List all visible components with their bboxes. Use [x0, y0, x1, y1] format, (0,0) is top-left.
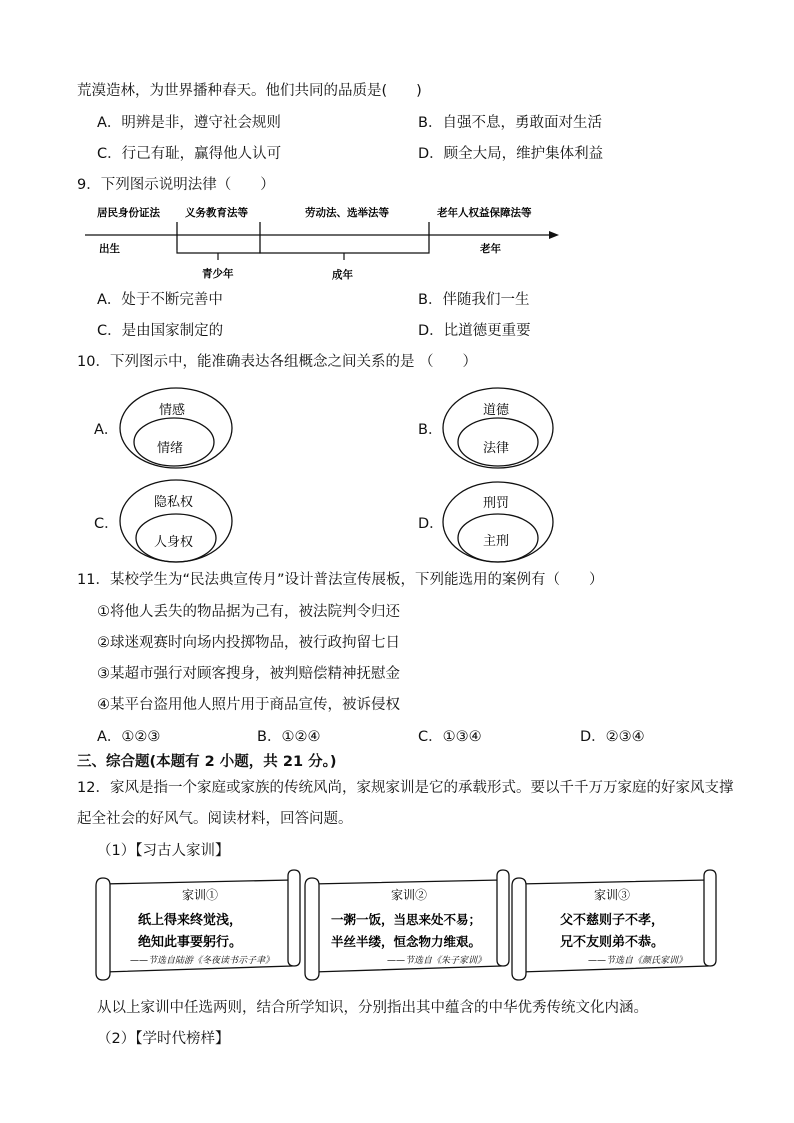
timeline-law-3: 劳动法、选举法等 — [305, 207, 389, 219]
scroll-roll-left — [305, 878, 319, 980]
stage-birth: 出生 — [99, 243, 120, 255]
outer-ellipse — [120, 388, 232, 468]
family-motto-scroll-2 — [303, 868, 513, 983]
outer-ellipse — [443, 388, 553, 468]
q12-stem-line-1: 12．家风是指一个家庭或家族的传统风尚，家规家训是它的承载形式。要以千千万万家庭的好家风支撑 — [77, 780, 734, 796]
q10-option-a-diagram — [118, 386, 238, 470]
q11-stem: 11．某校学生为“民法典宣传月”设计普法宣传展板，下列能选用的案例有（ ） — [77, 572, 604, 588]
scroll-source: ——节选自《朱子家训》 — [387, 956, 487, 966]
q8-stem-tail: 荒漠造林，为世界播种春天。他们共同的品质是( ) — [77, 83, 422, 99]
q11-item-2: ②球迷观赛时向场内投掷物品，被行政拘留七日 — [97, 635, 400, 651]
scroll-source: ——节选自陆游《冬夜读书示子聿》 — [130, 956, 275, 966]
q10-stem: 10．下列图示中，能准确表达各组概念之间关系的是 （ ） — [77, 354, 478, 370]
q8-option-d: D．顾全大局，维护集体利益 — [418, 146, 604, 162]
q9-option-d: D．比道德更重要 — [418, 323, 531, 339]
scroll-line-2: 绝知此事要躬行。 — [138, 935, 243, 950]
scroll-roll-right — [497, 870, 509, 966]
timeline-arrow — [549, 231, 559, 239]
q11-item-4: ④某平台盗用他人照片用于商品宣传，被诉侵权 — [97, 697, 400, 713]
inner-label: 主刑 — [483, 534, 510, 549]
scroll-roll-left — [96, 878, 110, 980]
scroll-title: 家训① — [182, 888, 219, 902]
q10-option-c-diagram — [118, 478, 238, 564]
scroll-line-1: 父不慈则子不孝， — [560, 913, 665, 928]
stage-youth: 青少年 — [202, 268, 234, 280]
inner-label: 情绪 — [157, 441, 184, 456]
youth-bracket — [177, 250, 260, 253]
outer-label: 隐私权 — [154, 495, 194, 510]
family-motto-scroll-1 — [94, 868, 304, 983]
timeline-law-1: 居民身份证法 — [97, 207, 160, 219]
inner-label: 人身权 — [154, 535, 194, 550]
q8-option-c: C．行己有耻，赢得他人认可 — [97, 146, 282, 162]
scroll-roll-left — [512, 878, 526, 980]
q11-option-b: B．①②④ — [257, 729, 321, 745]
q8-option-a: A．明辨是非，遵守社会规则 — [97, 115, 281, 131]
inner-label: 法律 — [483, 441, 510, 456]
q10-option-d-letter: D． — [418, 516, 444, 532]
q11-item-3: ③某超市强行对顾客搜身，被判赔偿精神抚慰金 — [97, 666, 400, 682]
timeline-law-2: 义务教育法等 — [185, 207, 248, 219]
q10-option-a-letter: A． — [94, 422, 119, 438]
scroll-line-1: 纸上得来终觉浅， — [138, 913, 243, 928]
q9-option-b: B．伴随我们一生 — [418, 292, 530, 308]
q9-stem: 9．下列图示说明法律（ ） — [77, 177, 275, 193]
outer-label: 刑罚 — [483, 496, 510, 511]
q10-option-c-letter: C． — [94, 516, 119, 532]
scroll-roll-right — [704, 870, 716, 966]
q11-option-c: C．①③④ — [418, 729, 482, 745]
timeline-law-4: 老年人权益保障法等 — [437, 207, 532, 219]
adult-bracket — [260, 250, 429, 253]
q9-option-a: A．处于不断完善中 — [97, 292, 223, 308]
outer-label: 道德 — [483, 403, 510, 418]
q12-part1-label: （1）【习古人家训】 — [97, 843, 230, 859]
outer-ellipse — [443, 482, 553, 562]
q10-option-b-diagram — [441, 386, 557, 470]
q12-part1-question: 从以上家训中任选两则，结合所学知识，分别指出其中蕴含的中华优秀传统文化内涵。 — [97, 1000, 648, 1016]
q9-option-c: C．是由国家制定的 — [97, 323, 224, 339]
stage-old-age: 老年 — [480, 243, 501, 255]
outer-label: 情感 — [159, 403, 186, 418]
q12-stem-line-2: 起全社会的好风气。阅读材料，回答问题。 — [77, 811, 353, 827]
law-timeline-diagram — [85, 200, 565, 286]
q10-option-b-letter: B． — [418, 422, 443, 438]
scroll-title: 家训③ — [594, 888, 631, 902]
scroll-line-2: 半丝半缕，恒念物力维艰。 — [331, 934, 482, 949]
q11-option-d: D．②③④ — [580, 729, 645, 745]
scroll-line-2: 兄不友则弟不恭。 — [560, 935, 665, 950]
scroll-title: 家训② — [391, 888, 428, 902]
q12-part2-label: （2）【学时代榜样】 — [97, 1031, 230, 1047]
q10-option-d-diagram — [441, 480, 557, 564]
scroll-source: ——节选自《颜氏家训》 — [588, 956, 688, 966]
section-heading: 三、综合题(本题有 2 小题，共 21 分。) — [77, 754, 337, 770]
q11-option-a: A．①②③ — [97, 729, 161, 745]
family-motto-scroll-3 — [510, 868, 720, 983]
stage-adult: 成年 — [332, 269, 353, 281]
scroll-roll-right — [288, 870, 300, 966]
q8-option-b: B．自强不息，勇敢面对生活 — [418, 115, 602, 131]
scroll-line-1: 一粥一饭，当思来处不易； — [331, 912, 482, 927]
q11-item-1: ①将他人丢失的物品据为己有，被法院判令归还 — [97, 604, 400, 620]
